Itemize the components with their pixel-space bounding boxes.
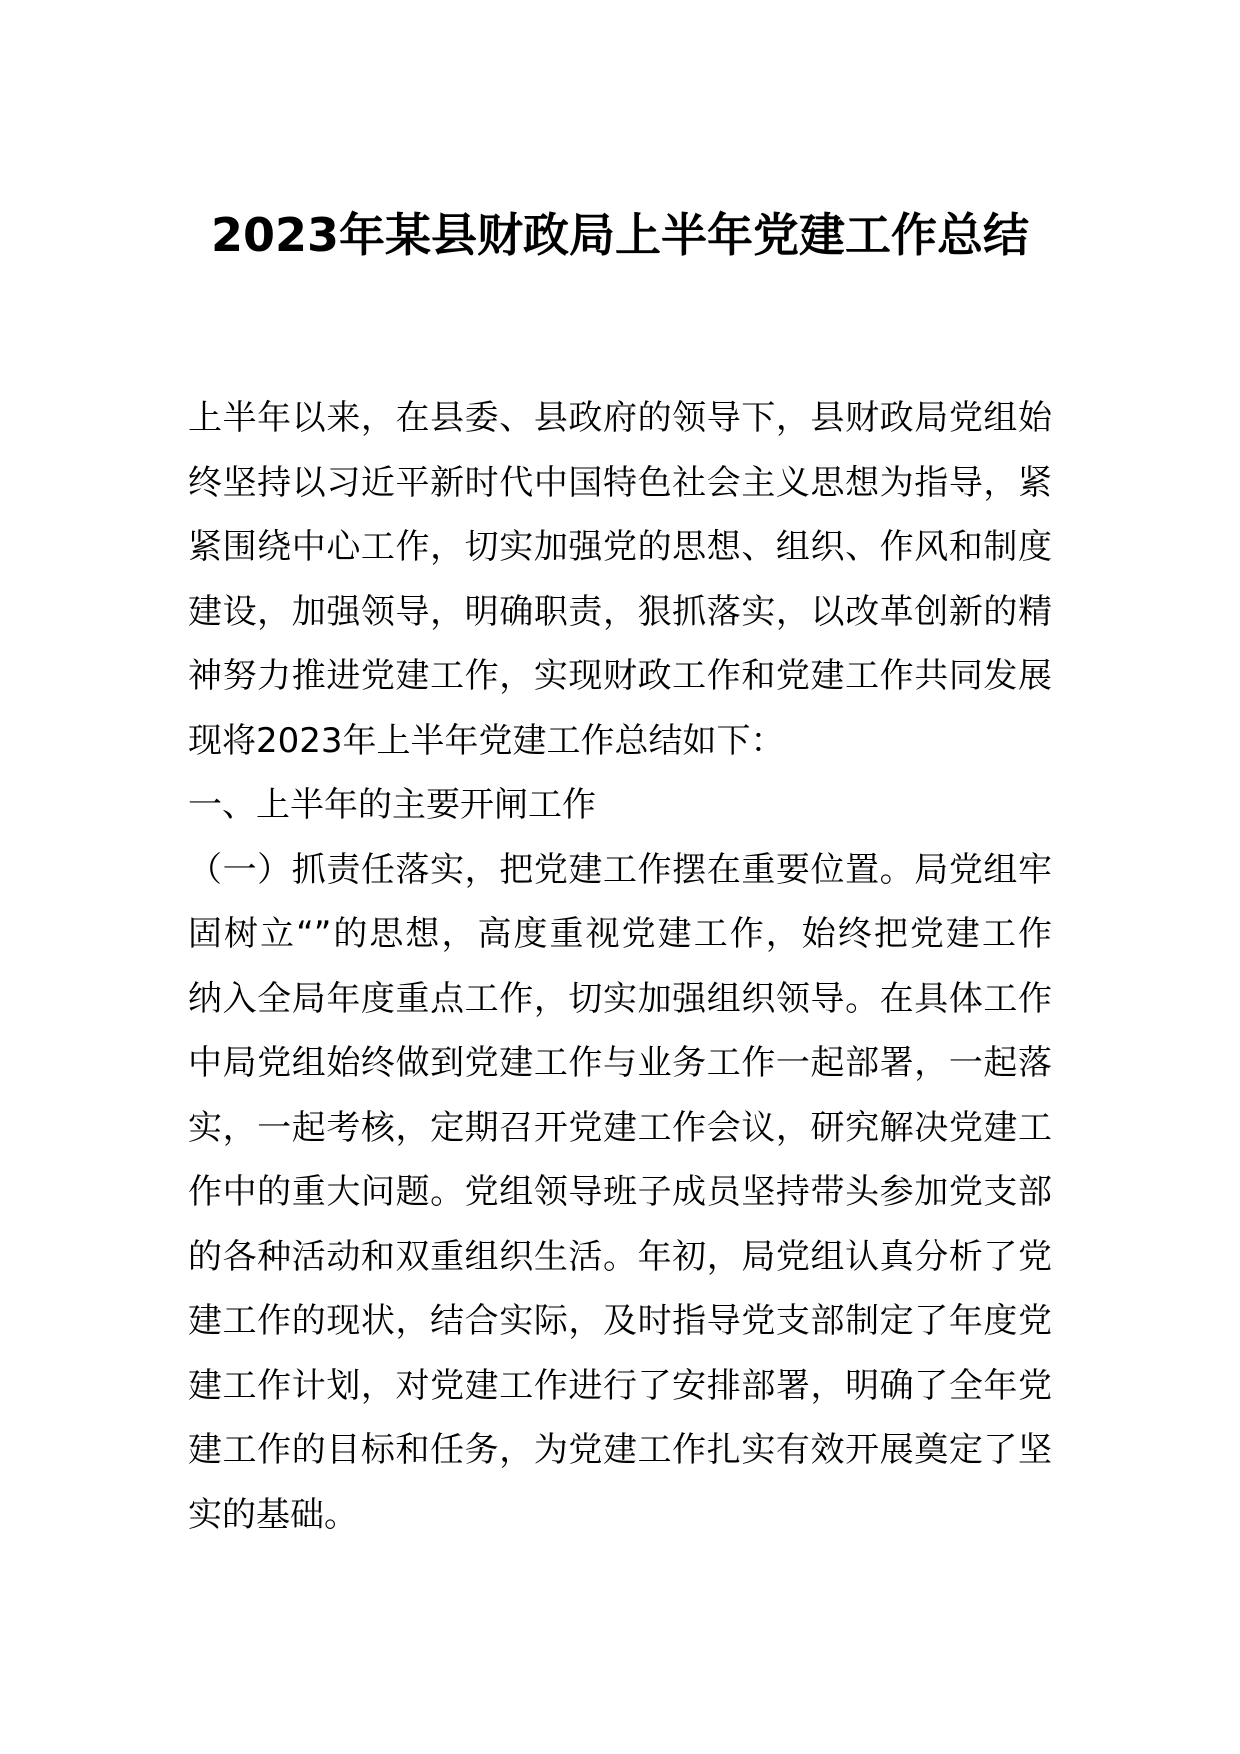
paragraph-line: 建工作的现状，结合实际，及时指导党支部制定了年度党 — [188, 1301, 1052, 1341]
paragraph-line: 紧围绕中心工作，切实加强党的思想、组织、作风和制度 — [188, 527, 1052, 567]
paragraph-line: 的各种活动和双重组织生活。年初，局党组认真分析了党 — [188, 1236, 1052, 1277]
paragraph-line: 建工作计划，对党建工作进行了安排部署，明确了全年党 — [188, 1365, 1052, 1406]
paragraph-line: （一）抓责任落实，把党建工作摆在重要位置。局党组牢 — [188, 849, 1052, 890]
paragraph-line: 实，一起考核，定期召开党建工作会议，研究解决党建工 — [188, 1107, 1052, 1148]
document-title: 2023年某县财政局上半年党建工作总结 — [210, 208, 1030, 262]
paragraph-line: 终坚持以习近平新时代中国特色社会主义思想为指导，紧 — [188, 462, 1052, 503]
paragraph-line: 纳入全局年度重点工作，切实加强组织领导。在具体工作 — [188, 978, 1052, 1019]
paragraph-line: 中局党组始终做到党建工作与业务工作一起部署，一起落 — [188, 1043, 1052, 1083]
paragraph-line: 建设，加强领导，明确职责，狠抓落实，以改革创新的精 — [188, 591, 1052, 632]
paragraph-line: 建工作的目标和任务，为党建工作扎实有效开展奠定了坚 — [188, 1430, 1052, 1470]
paragraph-line: 上半年以来，在县委、县政府的领导下，县财政局党组始 — [188, 398, 1052, 438]
paragraph-line: 固树立“”的思想，高度重视党建工作，始终把党建工作 — [188, 914, 1052, 954]
paragraph-line: 神努力推进党建工作，实现财政工作和党建工作共同发展 — [188, 656, 1052, 696]
paragraph-line: 实的基础。 — [188, 1494, 358, 1535]
document-body — [188, 386, 1052, 1547]
paragraph-line: 现将2023年上半年党建工作总结如下： — [188, 720, 785, 761]
paragraph-line: 作中的重大问题。党组领导班子成员坚持带头参加党支部 — [188, 1172, 1052, 1212]
section-heading: 一、上半年的主要开闸工作 — [188, 785, 596, 825]
